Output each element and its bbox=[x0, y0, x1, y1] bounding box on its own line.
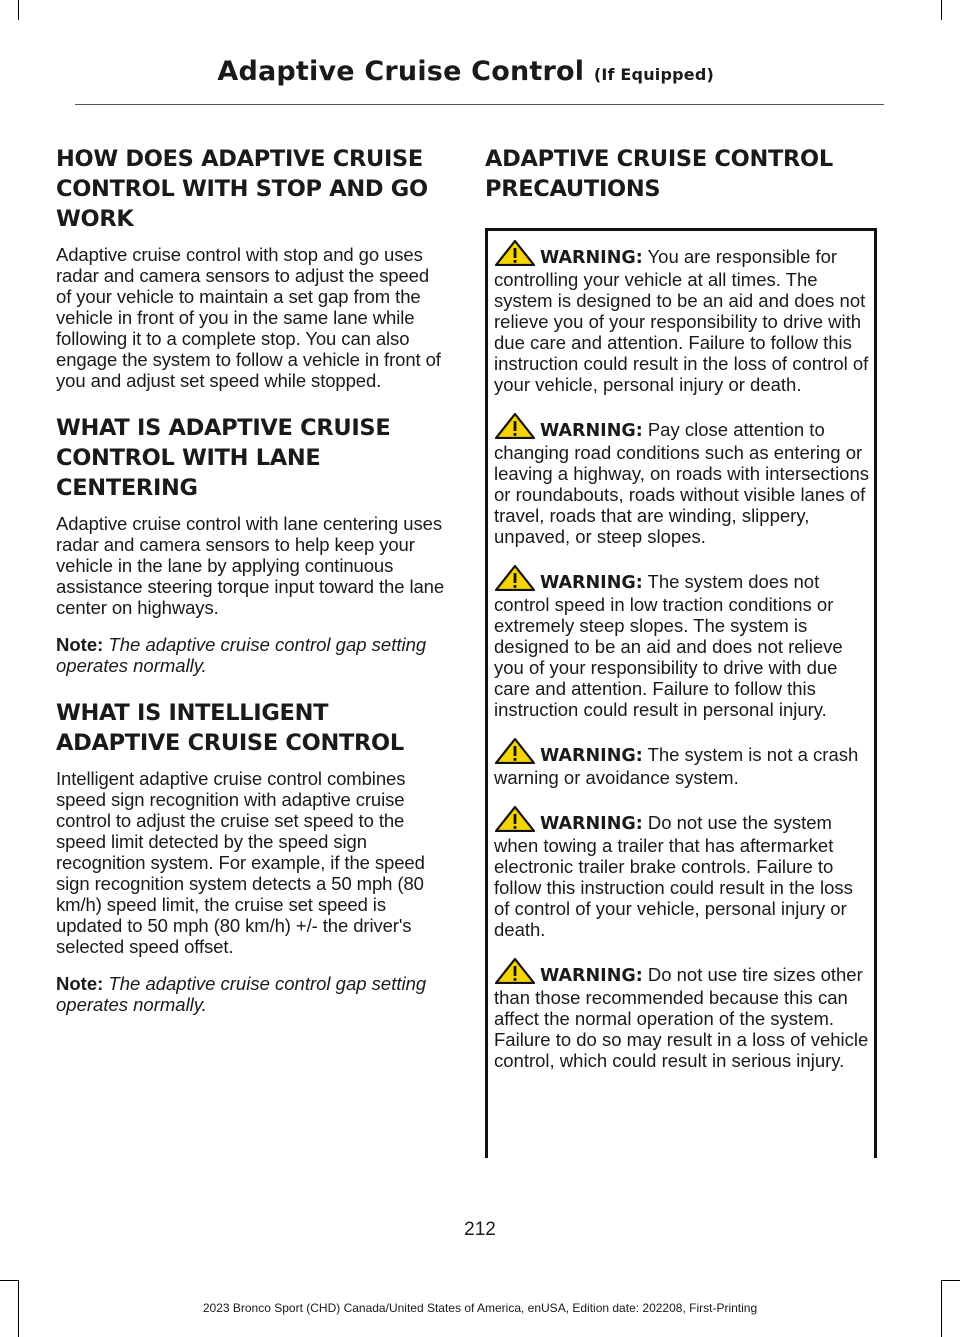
warning-triangle-icon bbox=[494, 240, 536, 266]
note-label: Note: bbox=[56, 973, 104, 994]
section-body-stop-and-go: Adaptive cruise control with stop and go uses radar and camera sensors to adjust the speed of your vehicle to maintain a set gap from the vehicle in front of you in the same lane while following it to a complete stop. You can also engage the system to follow a vehicle in front of you and adjust set speed while stopped. bbox=[56, 244, 441, 391]
warning-triangle-icon bbox=[494, 413, 536, 439]
warning-triangle-icon bbox=[494, 806, 536, 832]
warning-item bbox=[494, 240, 872, 395]
page-number: 212 bbox=[464, 1219, 496, 1240]
right-column bbox=[485, 144, 877, 214]
warning-label: WARNING: bbox=[540, 746, 643, 766]
footer-edition-info: 2023 Bronco Sport (CHD) Canada/United States of America, enUSA, Edition date: 202208, First-Printing bbox=[202, 1301, 758, 1315]
warning-label: WARNING: bbox=[540, 421, 643, 441]
crop-mark-top-left bbox=[18, 0, 19, 20]
section-heading-precautions: ADAPTIVE CRUISE CONTROL PRECAUTIONS bbox=[485, 146, 833, 202]
chapter-title: Adaptive Cruise Control bbox=[217, 56, 585, 87]
warning-triangle-icon bbox=[494, 565, 536, 591]
warning-item bbox=[494, 806, 872, 940]
section-body-intelligent-acc: Intelligent adaptive cruise control combines speed sign recognition with adaptive cruise control to adjust the cruise set speed to the speed limit detected by the speed sign recognition system. For example, if the speed sign recognition system detects a 50 mph (80 km/h) speed limit, the cruise set speed is updated to 50 mph (80 km/h) +/- the driver's selected speed offset. bbox=[56, 768, 425, 957]
warning-label: WARNING: bbox=[540, 966, 643, 986]
crop-mark-top-right bbox=[941, 0, 942, 20]
warning-triangle-icon bbox=[494, 738, 536, 764]
section-heading-lane-centering: WHAT IS ADAPTIVE CRUISE CONTROL WITH LANE CENTERING bbox=[56, 415, 391, 501]
header-divider bbox=[75, 104, 884, 105]
section-heading-intelligent-acc: WHAT IS INTELLIGENT ADAPTIVE CRUISE CONTROL bbox=[56, 700, 404, 756]
crop-mark-bottom-right-h bbox=[941, 1280, 960, 1281]
note-text: The adaptive cruise control gap setting operates normally. bbox=[56, 973, 427, 1015]
left-column bbox=[56, 144, 448, 1037]
warning-item bbox=[494, 565, 872, 720]
warning-item bbox=[494, 958, 872, 1071]
note-lane-centering bbox=[56, 634, 448, 676]
warning-text: Pay close attention to changing road conditions such as entering or leaving a highway, on roads with intersections or roundabouts, roads without visible lanes of travel, roads that are winding, slippery, unpaved, or steep slopes. bbox=[494, 419, 870, 547]
warning-label: WARNING: bbox=[540, 248, 643, 268]
section-heading-stop-and-go: HOW DOES ADAPTIVE CRUISE CONTROL WITH STOP AND GO WORK bbox=[56, 146, 428, 232]
warning-label: WARNING: bbox=[540, 814, 643, 834]
warning-text: The system does not control speed in low traction conditions or extremely steep slopes. The system is designed to be an aid and does not relieve you of your responsibility to drive with due care and attention. Failure to follow this instruction could result in personal injury. bbox=[494, 571, 843, 720]
warning-list bbox=[494, 240, 872, 1089]
note-label: Note: bbox=[56, 634, 104, 655]
chapter-qualifier: (If Equipped) bbox=[593, 65, 714, 84]
warning-text: The system is not a crash warning or avoidance system. bbox=[494, 744, 859, 788]
crop-mark-bottom-left-h bbox=[0, 1280, 18, 1281]
warning-item bbox=[494, 413, 872, 547]
page-header-title bbox=[217, 56, 714, 87]
section-body-lane-centering: Adaptive cruise control with lane centering uses radar and camera sensors to help keep your vehicle in the lane by applying continuous assistance steering torque input toward the lane center on highways. bbox=[56, 513, 445, 618]
note-intelligent-acc bbox=[56, 973, 448, 1015]
note-text: The adaptive cruise control gap setting operates normally. bbox=[56, 634, 427, 676]
warning-label: WARNING: bbox=[540, 573, 643, 593]
warning-text: Do not use tire sizes other than those recommended because this can affect the normal operation of the system. Failure to do so may result in a loss of vehicle control, which could result in serious injury. bbox=[494, 964, 869, 1071]
warning-item bbox=[494, 738, 872, 788]
warning-triangle-icon bbox=[494, 958, 536, 984]
warning-text: Do not use the system when towing a trailer that has aftermarket electronic trailer brake controls. Failure to follow this instruction could result in the loss of control of your vehicle, personal injury or death. bbox=[494, 812, 853, 940]
warning-text: You are responsible for controlling your vehicle at all times. The system is designed to be an aid and does not relieve you of your responsibility to drive with due care and attention. Failure to follow this instruction could result in the loss of control of your vehicle, personal injury or death. bbox=[494, 246, 869, 395]
